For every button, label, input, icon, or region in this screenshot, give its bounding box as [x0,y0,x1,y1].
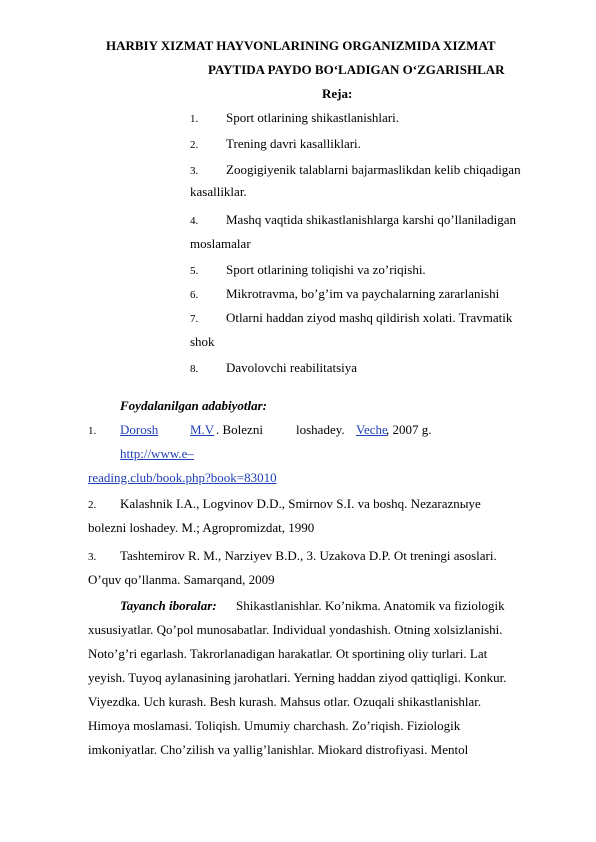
plan-item-4-cont: moslamalar [190,236,251,251]
plan-num-2: 2. [190,139,199,151]
title-line-1: HARBIY XIZMAT HAYVONLARINING ORGANIZMIDA XIZMAT [106,38,496,53]
plan-item-5: Sport otlarining toliqishi va zo’riqishi. [226,262,426,277]
plan-num-7: 7. [190,313,199,325]
keywords-line-3: Noto’g’ri egarlash. Takrorlanadigan harakatlar. Ot sportining oliy turlari. Lat [88,646,488,661]
ref-1-author-link[interactable]: Dorosh [120,422,159,437]
plan-item-6: Mikrotravma, bo’g’im va paychalarning zararlanishi [226,286,500,301]
keywords-line-5: Viyezdka. Uch kurash. Besh kurash. Mahsus otlar. Ozuqali shikastlanishlar. [88,694,482,709]
plan-num-3: 3. [190,165,199,177]
plan-heading: Reja: [322,86,353,101]
keywords-line-7: imkoniyatlar. Cho’zilish va yallig’lanishlar. Miokard distrofiyasi. Mentol [88,742,469,757]
plan-item-3: Zoogigiyenik talablarni bajarmaslikdan kelib chiqadigan [226,162,521,177]
refs-heading: Foydalanilgan adabiyotlar: [120,398,267,413]
ref-1-text: . Bolezni [216,422,263,437]
plan-item-4: Mashq vaqtida shikastlanishlarga karshi qo’llaniladigan [226,212,517,227]
keywords-line-6: Himoya moslamasi. Toliqish. Umumiy charchash. Zo’riqish. Fiziologik [88,718,461,733]
plan-num-1: 1. [190,113,199,125]
plan-item-2: Trening davri kasalliklari. [226,136,361,151]
plan-item-3-cont: kasalliklar. [190,184,247,199]
plan-item-7-cont: shok [190,334,215,349]
ref-3-line-2: O’quv qo’llanma. Samarqand, 2009 [88,572,275,587]
plan-item-1: Sport otlarining shikastlanishlari. [226,110,399,125]
keywords-line-4: yeyish. Tuyoq aylanasining jarohatlari. Yerning haddan ziyod qattiqligi. Konkur. [88,670,507,685]
plan-num-5: 5. [190,265,199,277]
plan-item-8: Davolovchi reabilitatsiya [226,360,358,375]
ref-1-year: , 2007 g. [386,422,432,437]
ref-2-line-2: bolezni loshadey. M.; Agropromizdat, 1990 [88,520,315,535]
title-line-2: PAYTIDA PAYDO BO‘LADIGAN O‘ZGARISHLAR [208,62,505,77]
keywords-line-1: Shikastlanishlar. Ko’nikma. Anatomik va fiziologik [236,598,505,613]
plan-num-4: 4. [190,215,199,227]
keywords-label: Tayanch iboralar: [120,598,217,613]
plan-num-8: 8. [190,363,199,375]
ref-2-num: 2. [88,499,97,511]
ref-1-author-initials-link[interactable]: M.V [190,422,215,437]
ref-1-url-link[interactable]: http://www.e– [120,446,194,461]
keywords-line-2: xususiyatlar. Qo’pol munosabatlar. Individual yondashish. Otning xolsizlanishi. [88,622,503,637]
plan-num-6: 6. [190,289,199,301]
ref-2-line-1: Kalashnik I.A., Logvinov D.D., Smirnov S.I. va boshq. Nezaraznыye [120,496,481,511]
ref-1-publisher-link[interactable]: Veche [356,422,388,437]
ref-3-num: 3. [88,551,97,563]
ref-1-url-link-cont[interactable]: reading.club/book.php?book=83010 [88,470,277,485]
ref-1-num: 1. [88,425,97,437]
ref-1-text-2: loshadey. [296,422,345,437]
plan-item-7: Otlarni haddan ziyod mashq qildirish xolati. Travmatik [226,310,513,325]
ref-3-line-1: Tashtemirov R. M., Narziyev B.D., 3. Uzakova D.P. Ot treningi asoslari. [120,548,497,563]
